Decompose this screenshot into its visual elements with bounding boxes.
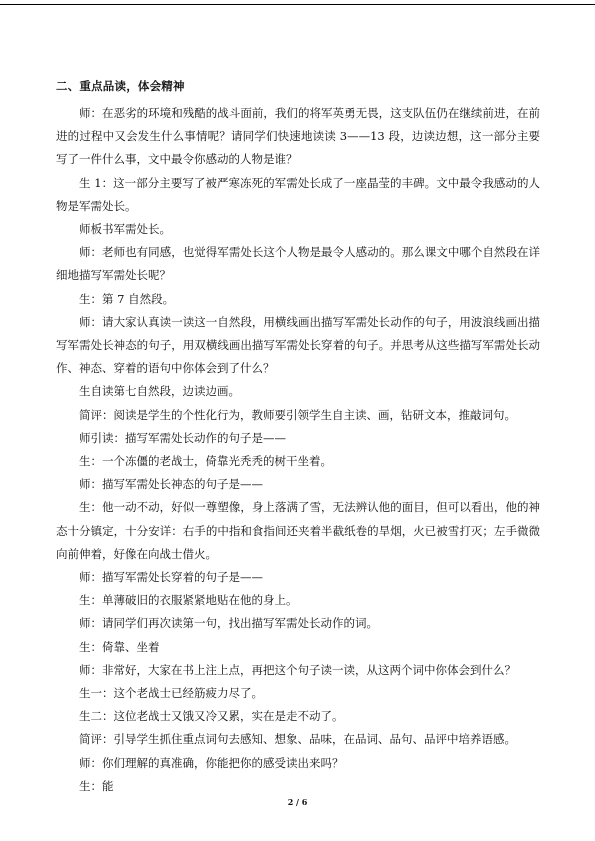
paragraph-17: 师：非常好，大家在书上注上点，再把这个句子读一读，从这两个词中你体会到什么？ [79,662,516,677]
paragraph-11: 师：描写军需处长神态的句子是—— [79,477,263,492]
paragraph-4: 师：老师也有同感，也觉得军需处长这个人物是最令人感动的。那么课文中哪个自然段在详细地描写军需处长呢？ [56,245,540,283]
paragraph-1: 师：在恶劣的环境和残酷的战斗面前，我们的将军英勇无畏，这支队伍仍在继续前进，在前进的过程中又会发生什么事情呢？请同学们快速地读读 3——13 段，边读边想，这一部分主要写了一件什么事，文中最令你感动的人物是谁？ [56,106,540,167]
paragraph-5: 生：第 7 自然段。 [79,291,175,306]
paragraph-14: 生：单薄破旧的衣服紧紧地贴在他的身上。 [79,593,298,608]
paragraph-20: 简评：引导学生抓住重点词句去感知、想象、品味，在品词、品句、品评中培养语感。 [79,732,516,747]
document-body [56,78,540,798]
paragraph-21: 师：你们理解的真准确，你能把你的感受读出来吗？ [79,755,344,770]
paragraph-13: 师：描写军需处长穿着的句子是—— [79,570,263,585]
paragraph-12: 生：他一动不动，好似一尊塑像，身上落满了雪，无法辨认他的面目，但可以看出，他的神态十分镇定，十分安详：右手的中指和食指间还夹着半截纸卷的旱烟，火已被雪打灭；左手微微向前伸着，好像在向战士借火。 [56,500,540,561]
paragraph-2: 生 1：这一部分主要写了被严寒冻死的军需处长成了一座晶莹的丰碑。文中最令我感动的人物是军需处长。 [56,175,540,213]
paragraph-22: 生：能 [79,778,114,793]
paragraph-16: 生：倚靠、坐着 [79,639,160,654]
paragraph-3: 师板书军需处长。 [79,222,171,237]
paragraph-8: 简评：阅读是学生的个性化行为，教师要引领学生自主读、画，钻研文本，推敲词句。 [79,407,516,422]
paragraph-6: 师：请大家认真读一读这一自然段，用横线画出描写军需处长动作的句子，用波浪线画出描写军需处长神态的句子，用双横线画出描写军需处长穿着的句子。并思考从这些描写军需处长动作、神态、穿着的语句中你体会到了什么？ [56,314,540,376]
header-rule [0,4,595,5]
paragraph-19: 生二：这位老战士又饿又冷又累，实在是走不动了。 [79,709,344,724]
page-number: 2 / 6 [287,797,308,807]
paragraph-18: 生一：这个老战士已经筋疲力尽了。 [79,686,263,701]
paragraph-15: 师：请同学们再次读第一句，找出描写军需处长动作的词。 [79,616,378,631]
paragraph-10: 生：一个冻僵的老战士，倚靠光秃秃的树干坐着。 [79,454,332,469]
paragraph-9: 师引读：描写军需处长动作的句子是—— [79,430,286,445]
section-heading: 二、重点品读，体会精神 [56,79,185,93]
paragraph-7: 生自读第七自然段，边读边画。 [79,384,240,399]
